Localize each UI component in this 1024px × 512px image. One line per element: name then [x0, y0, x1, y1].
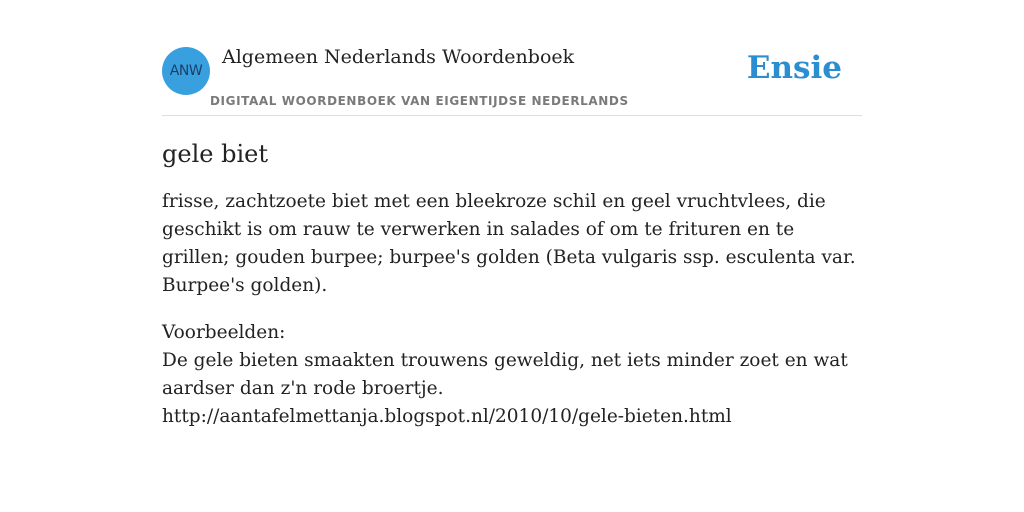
- entry-content: [162, 138, 862, 431]
- entry-examples: [162, 319, 862, 431]
- example-text: De gele bieten smaakten trouwens geweldig, net iets minder zoet en wat aardser dan z'n rode broertje.: [162, 350, 848, 399]
- entry-definition: frisse, zachtzoete biet met een bleekroze schil en geel vruchtvlees, die geschikt is om rauw te verwerken in salades of om te frituren en te grillen; gouden burpee; burpee's golden (Beta vulgaris ssp. esculenta var. Burpee's golden).: [162, 191, 856, 296]
- ensie-brand-link[interactable]: Ensie: [746, 50, 842, 86]
- site-title[interactable]: Algemeen Nederlands Woordenboek: [222, 46, 575, 68]
- site-subtitle: DIGITAAL WOORDENBOEK VAN EIGENTIJDSE NEDERLANDS: [210, 94, 629, 108]
- examples-label: Voorbeelden:: [162, 322, 286, 343]
- site-header: [162, 44, 862, 116]
- entry-headword: gele biet: [162, 140, 268, 168]
- example-source: http://aantafelmettanja.blogspot.nl/2010/10/gele-bieten.html: [162, 406, 732, 427]
- header-divider: [162, 115, 862, 116]
- anw-logo[interactable]: ANW: [162, 47, 210, 95]
